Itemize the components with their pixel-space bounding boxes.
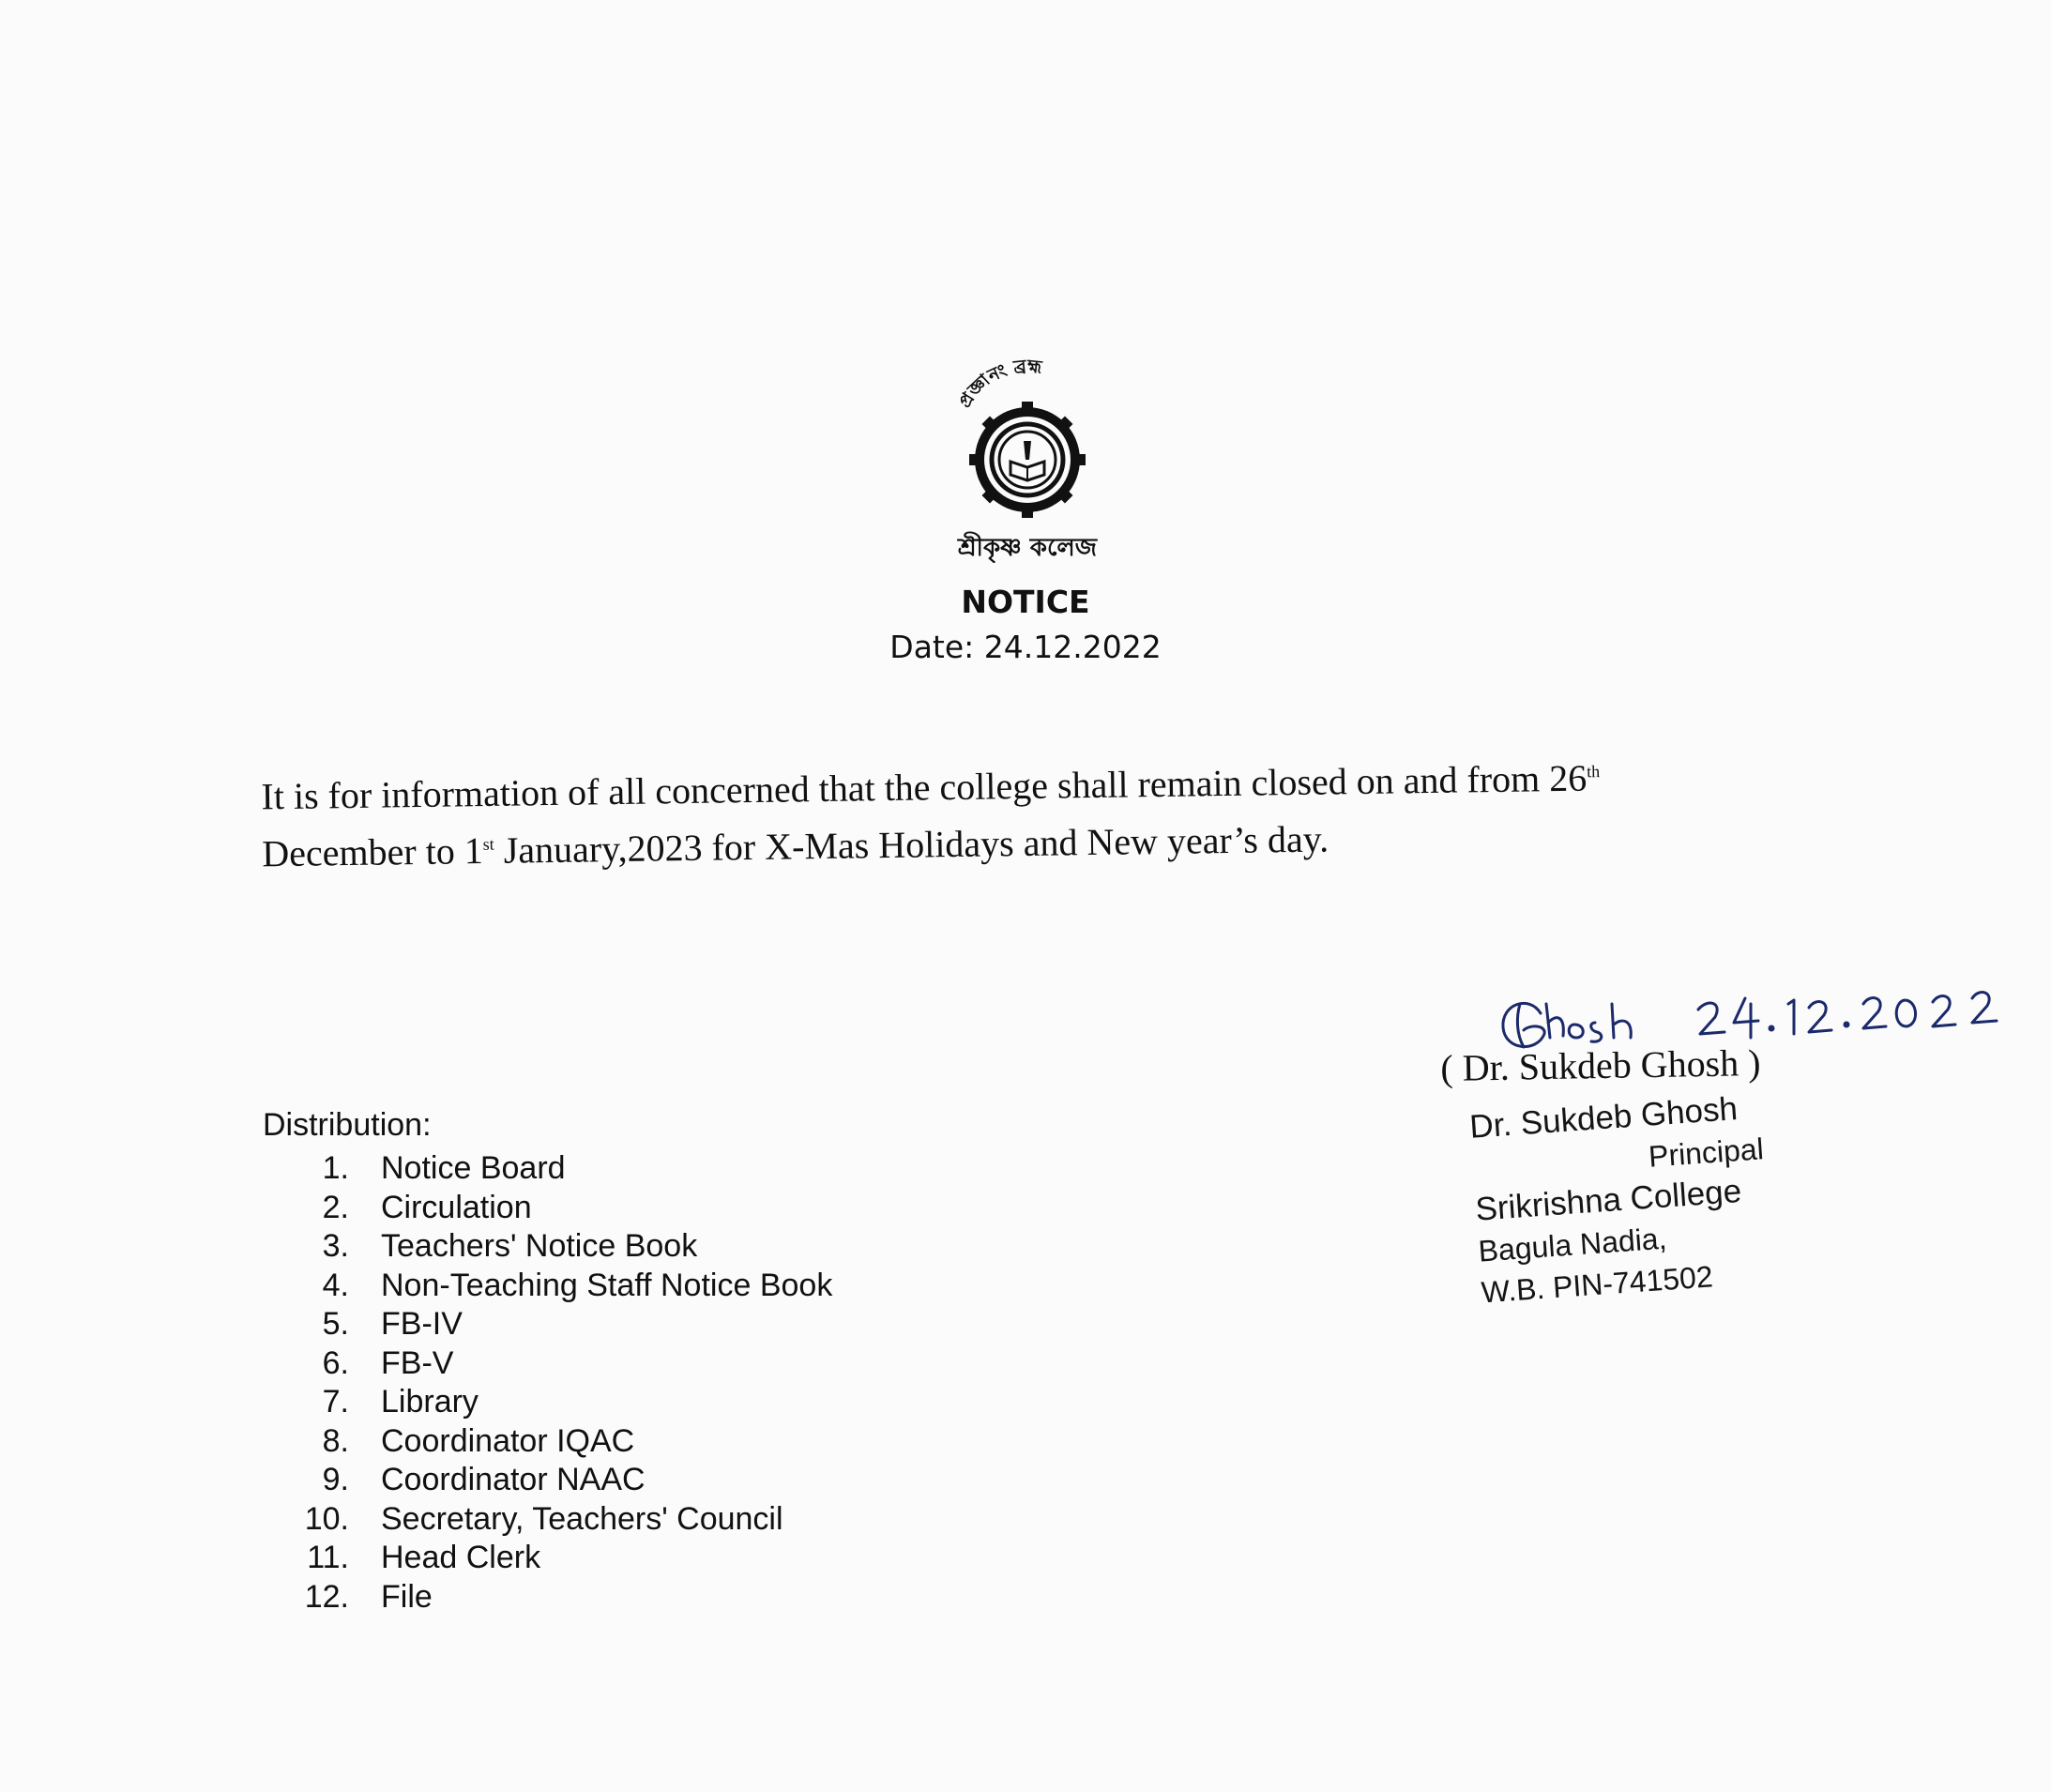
signatory-name: ( Dr. Sukdeb Ghosh ) [1440,1041,1761,1089]
distribution-item [263,1227,832,1267]
distribution-item-text: Notice Board [381,1150,566,1186]
distribution-item [263,1539,832,1578]
logo-top-text: প্রজ্ঞানং ব্রহ্ম [954,357,1043,412]
distribution-item-text: FB-IV [381,1306,463,1342]
college-logo [943,357,1112,563]
distribution-item-number: 3. [322,1228,349,1264]
distribution-item [263,1578,832,1617]
principal-stamp [1468,1086,1773,1313]
distribution-list [263,1149,832,1617]
distribution-item-text: Secretary, Teachers' Council [381,1500,783,1537]
distribution-item-number: 7. [322,1384,349,1420]
body-line-2-sup: st [482,834,494,855]
distribution-item-text: File [381,1578,433,1615]
distribution-item [263,1149,832,1189]
distribution-item-text: Head Clerk [381,1540,541,1575]
distribution-item [263,1461,832,1500]
distribution-item-text: Coordinator NAAC [381,1462,646,1497]
stamp-address-1: Bagula Nadia, [1477,1221,1668,1268]
distribution-item-number: 12. [304,1578,349,1615]
distribution-item-text: Library [381,1384,479,1420]
distribution-item-number: 9. [322,1462,349,1497]
distribution-item-number: 5. [322,1306,349,1342]
distribution-item-number: 10. [304,1500,349,1537]
logo-bottom-text: শ্রীকৃষ্ণ কলেজ [957,534,1098,562]
body-line-2-rest: January,2023 for X-Mas Holidays and New year’s day. [494,817,1329,873]
notice-date: Date: 24.12.2022 [889,629,1162,665]
stamp-address-2: W.B. PIN-741502 [1480,1259,1714,1310]
distribution-item [263,1422,832,1462]
distribution-item-text: FB-V [381,1344,454,1381]
distribution-item-text: Non-Teaching Staff Notice Book [381,1267,833,1303]
distribution-item-number: 6. [322,1344,349,1381]
distribution-item-number: 11. [307,1540,349,1575]
distribution-item-number: 1. [322,1150,349,1186]
distribution-item [263,1500,832,1540]
notice-body [261,743,1820,880]
body-line-1-sup: th [1586,762,1601,782]
distribution-item-text: Circulation [381,1189,532,1225]
notice-title: NOTICE [961,584,1090,620]
distribution-item-number: 8. [322,1422,349,1459]
distribution-item [263,1189,832,1228]
emblem-icon [943,357,1112,563]
distribution-item [263,1383,832,1422]
distribution-item-number: 2. [322,1189,349,1225]
distribution-section [263,1107,832,1617]
stamp-name: Dr. Sukdeb Ghosh [1468,1090,1740,1146]
body-line-2-text: December to 1 [262,829,484,875]
distribution-label: Distribution: [263,1107,432,1143]
body-line-1-text: It is for information of all concerned that the college shall remain closed on and from 26 [261,756,1588,818]
distribution-item [263,1267,832,1306]
distribution-item [263,1344,832,1384]
distribution-item [263,1305,832,1344]
distribution-item-number: 4. [322,1267,349,1303]
stamp-institution: Srikrishna College [1474,1172,1743,1228]
distribution-item-text: Coordinator IQAC [381,1422,635,1459]
distribution-item-text: Teachers' Notice Book [381,1228,698,1264]
stamp-designation: Principal [1647,1131,1765,1174]
